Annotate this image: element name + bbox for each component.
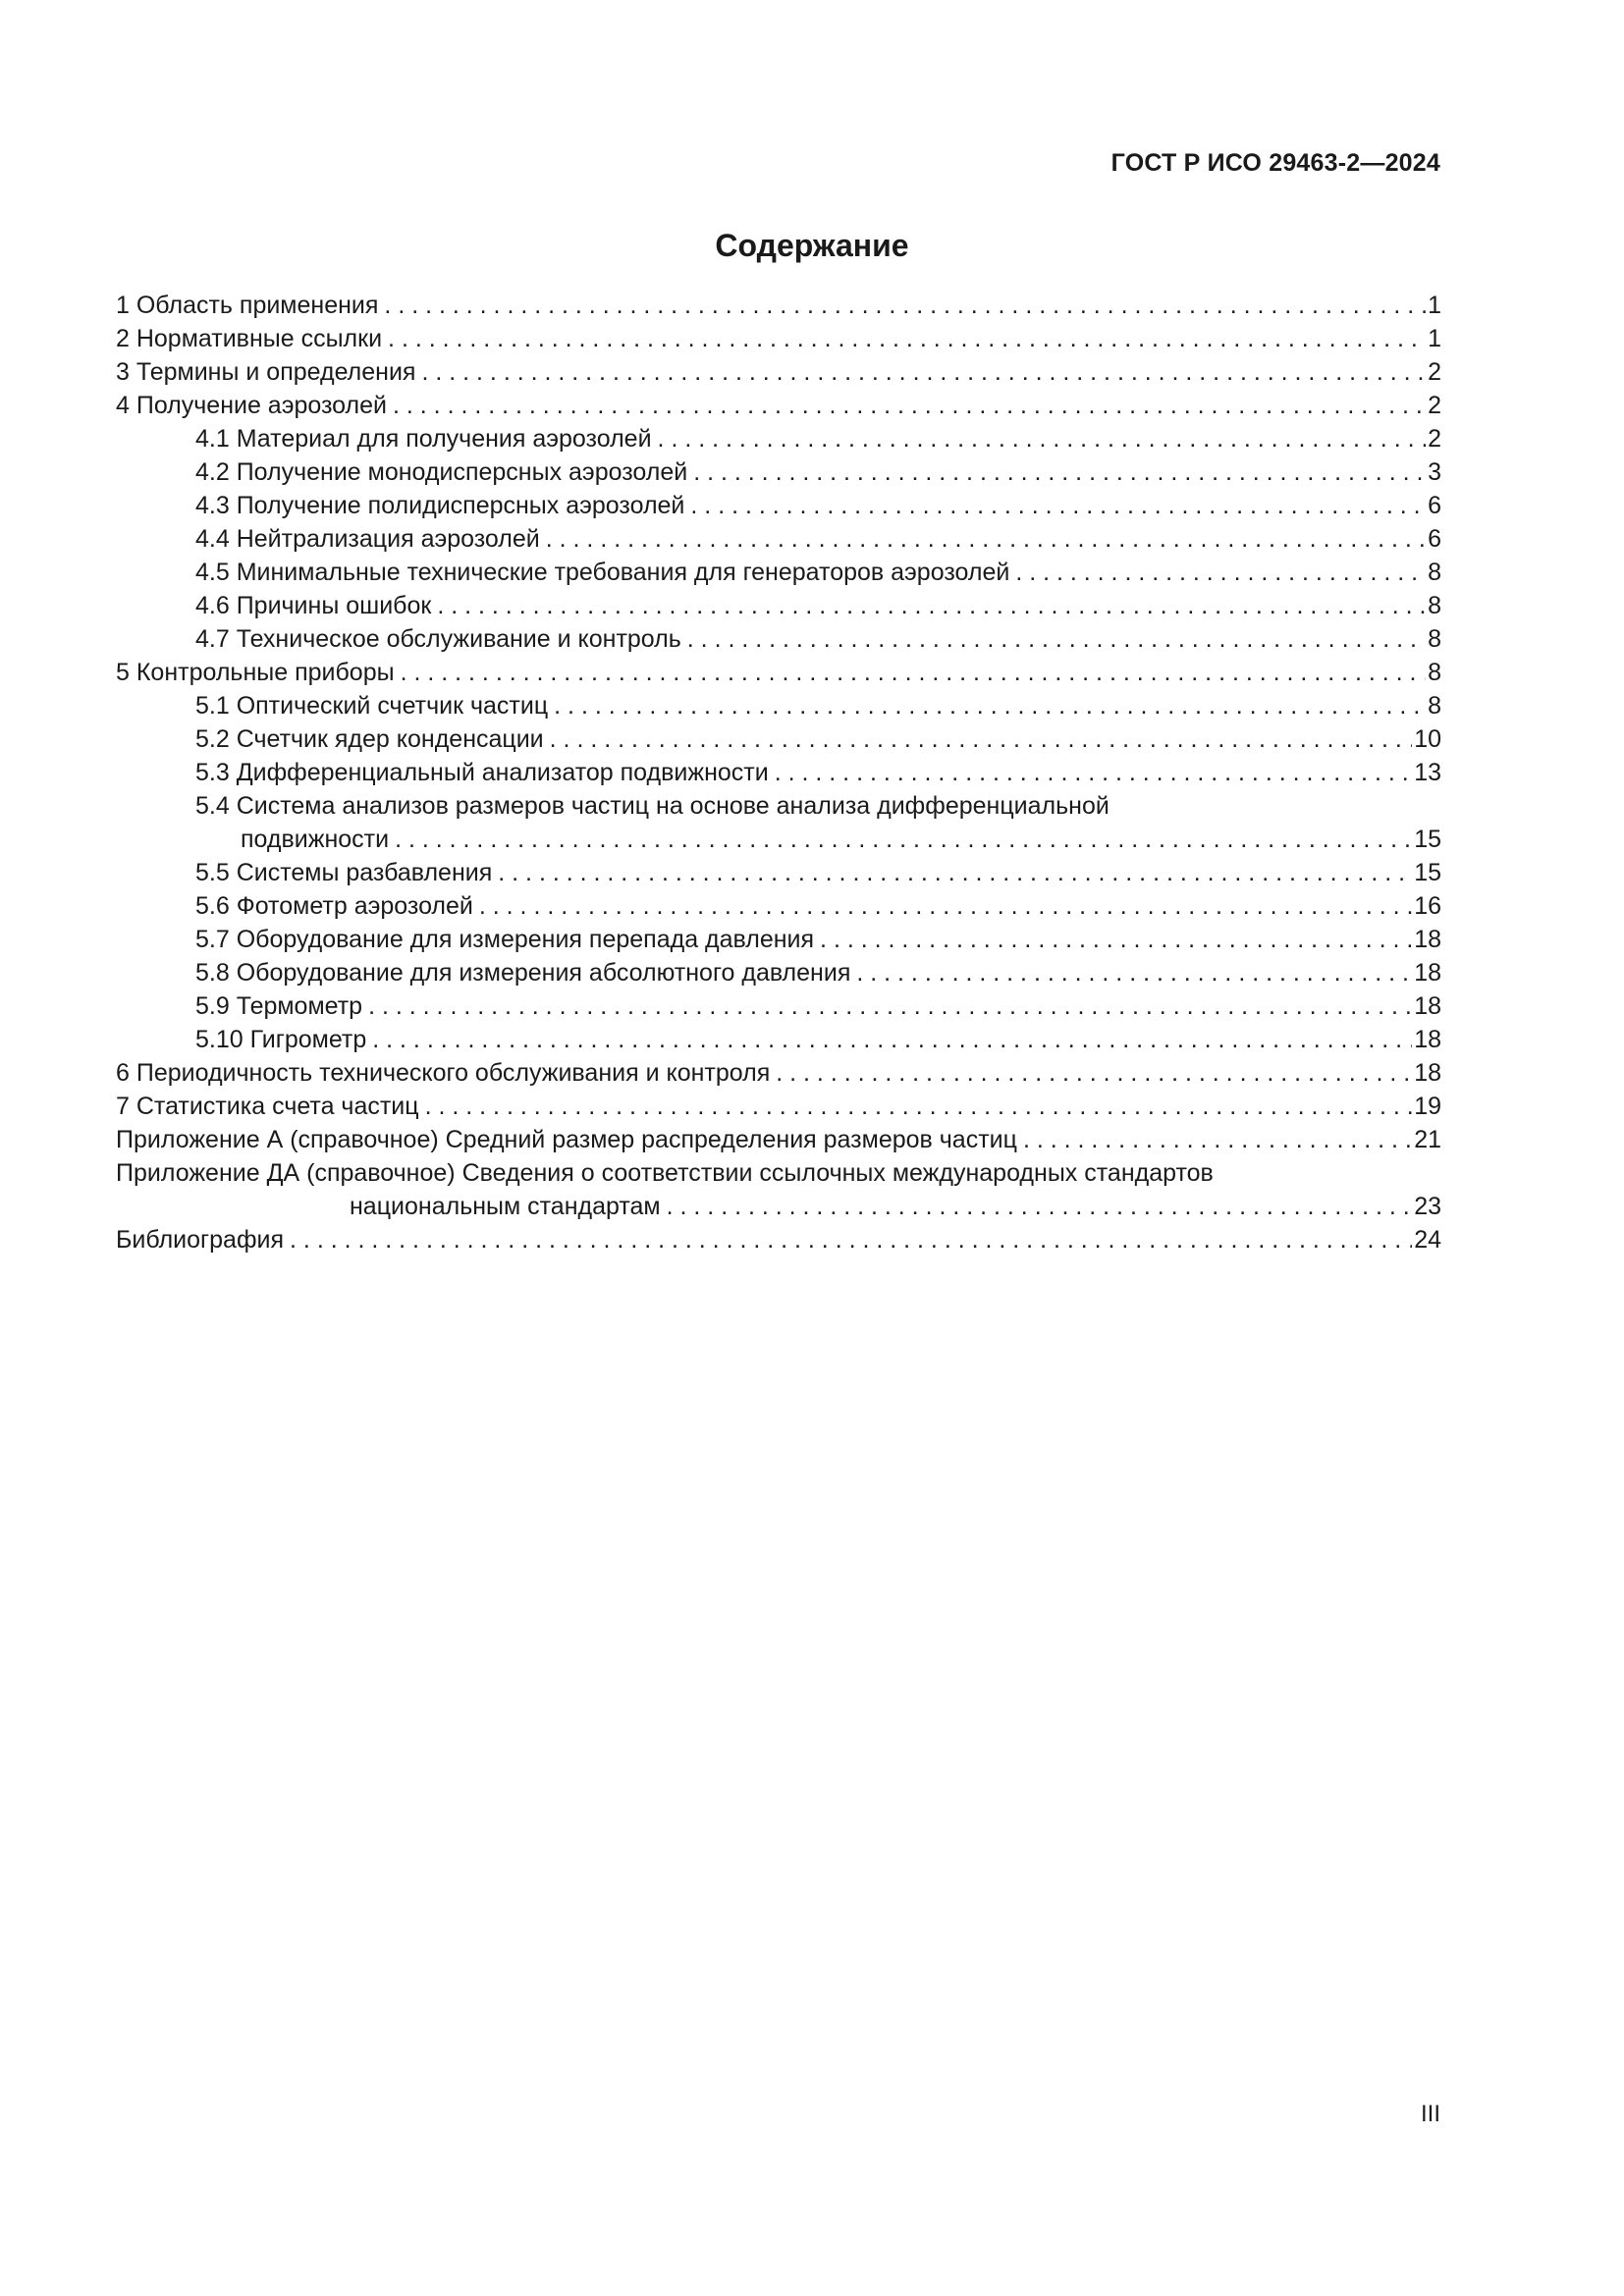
toc-subentry[interactable] xyxy=(116,856,1441,889)
toc-entry-page: 2 xyxy=(1428,392,1441,419)
toc-leader-dots xyxy=(687,622,1426,656)
toc-entry-label: Приложение ДА (справочное) Сведения о соответствии ссылочных международных стандартов xyxy=(116,1159,1214,1187)
toc-entry-label: Библиография xyxy=(116,1226,285,1254)
toc-entry[interactable] xyxy=(116,656,1441,689)
toc-entry-label: 4 Получение аэрозолей xyxy=(116,392,387,419)
toc-entry-label: 5.3 Дифференциальный анализатор подвижности xyxy=(195,759,769,786)
toc-entry-label: 4.3 Получение полидисперсных аэрозолей xyxy=(195,492,685,519)
toc-entry-page: 8 xyxy=(1428,559,1441,586)
toc-entry[interactable] xyxy=(116,389,1441,422)
toc-leader-dots xyxy=(290,1223,1412,1256)
toc-leader-dots xyxy=(693,455,1426,489)
toc-entry-page: 15 xyxy=(1414,859,1441,886)
toc-entry-label: Приложение А (справочное) Средний размер распределения размеров частиц xyxy=(116,1126,1017,1153)
toc-subentry-first-line[interactable] xyxy=(116,789,1441,823)
toc-entry-label: 5.1 Оптический счетчик частиц xyxy=(195,692,549,720)
toc-subentry[interactable] xyxy=(116,622,1441,656)
toc-subentry[interactable] xyxy=(116,923,1441,956)
toc-entry-label-continuation: подвижности xyxy=(241,826,390,853)
toc-entry-page: 16 xyxy=(1414,892,1441,920)
toc-entry-page: 18 xyxy=(1414,1059,1441,1087)
toc-entry-label: 4.1 Материал для получения аэрозолей xyxy=(195,425,652,453)
toc-entry-label: 5.2 Счетчик ядер конденсации xyxy=(195,725,544,753)
toc-entry-page: 8 xyxy=(1428,592,1441,619)
toc-leader-dots xyxy=(425,1090,1413,1123)
toc-entry-label: 4.6 Причины ошибок xyxy=(195,592,432,619)
toc-entry-label: 2 Нормативные ссылки xyxy=(116,325,383,352)
toc-entry-page: 21 xyxy=(1414,1126,1441,1153)
toc-leader-dots xyxy=(437,589,1426,622)
toc-leader-dots xyxy=(388,322,1426,355)
toc-entry-label: 5.5 Системы разбавления xyxy=(195,859,493,886)
toc-subentry[interactable] xyxy=(116,589,1441,622)
toc-subentry[interactable] xyxy=(116,489,1441,522)
toc-subentry[interactable] xyxy=(116,689,1441,722)
toc-leader-dots xyxy=(384,289,1426,322)
toc-entry-page: 6 xyxy=(1428,525,1441,553)
toc-entry-page: 2 xyxy=(1428,358,1441,386)
toc-entry-page: 13 xyxy=(1414,759,1441,786)
toc-entry-label: 5.10 Гигрометр xyxy=(195,1026,367,1053)
toc-entry-page: 23 xyxy=(1414,1193,1441,1220)
toc-entry-label: 4.7 Техническое обслуживание и контроль xyxy=(195,625,681,653)
toc-entry-label: 5.6 Фотометр аэрозолей xyxy=(195,892,473,920)
toc-entry-appendix-continuation[interactable] xyxy=(116,1190,1441,1223)
toc-entry-label: 4.2 Получение монодисперсных аэрозолей xyxy=(195,458,688,486)
toc-entry-label: 5.9 Термометр xyxy=(195,992,363,1020)
toc-entry-label: 4.5 Минимальные технические требования для генераторов аэрозолей xyxy=(195,559,1010,586)
toc-entry[interactable] xyxy=(116,1090,1441,1123)
document-code: ГОСТ Р ИСО 29463-2—2024 xyxy=(1110,149,1440,177)
toc-subentry[interactable] xyxy=(116,455,1441,489)
toc-subentry[interactable] xyxy=(116,956,1441,989)
toc-entry-label: 6 Периодичность технического обслуживания и контроля xyxy=(116,1059,771,1087)
table-of-contents xyxy=(116,289,1441,1256)
toc-entry[interactable] xyxy=(116,322,1441,355)
toc-entry-page: 2 xyxy=(1428,425,1441,453)
toc-title: Содержание xyxy=(715,228,909,263)
toc-leader-dots xyxy=(546,522,1426,556)
toc-subentry[interactable] xyxy=(116,556,1441,589)
toc-leader-dots xyxy=(421,355,1426,389)
toc-subentry[interactable] xyxy=(116,989,1441,1023)
toc-subentry[interactable] xyxy=(116,722,1441,756)
toc-entry-page: 19 xyxy=(1414,1093,1441,1120)
toc-subentry[interactable] xyxy=(116,522,1441,556)
toc-leader-dots xyxy=(775,756,1412,789)
toc-entry-label: 5 Контрольные приборы xyxy=(116,659,395,686)
toc-leader-dots xyxy=(479,889,1412,923)
toc-leader-dots xyxy=(820,923,1412,956)
toc-leader-dots xyxy=(498,856,1412,889)
toc-entry-page: 18 xyxy=(1414,1026,1441,1053)
toc-entry-appendix-first-line[interactable] xyxy=(116,1156,1441,1190)
toc-subentry[interactable] xyxy=(116,422,1441,455)
page-number: III xyxy=(1420,2101,1440,2127)
toc-entry-page: 18 xyxy=(1414,926,1441,953)
toc-leader-dots xyxy=(776,1056,1412,1090)
toc-leader-dots xyxy=(554,689,1426,722)
toc-entry-page: 8 xyxy=(1428,659,1441,686)
toc-entry[interactable] xyxy=(116,289,1441,322)
toc-entry-page: 1 xyxy=(1428,325,1441,352)
toc-leader-dots xyxy=(658,422,1427,455)
toc-entry[interactable] xyxy=(116,1056,1441,1090)
toc-leader-dots xyxy=(393,389,1426,422)
toc-subentry[interactable] xyxy=(116,1023,1441,1056)
toc-leader-dots xyxy=(667,1190,1413,1223)
toc-leader-dots xyxy=(550,722,1413,756)
toc-entry-page: 18 xyxy=(1414,959,1441,987)
toc-entry-label: 5.7 Оборудование для измерения перепада давления xyxy=(195,926,815,953)
toc-entry-appendix[interactable] xyxy=(116,1123,1441,1156)
toc-entry-page: 3 xyxy=(1428,458,1441,486)
toc-leader-dots xyxy=(395,823,1412,856)
toc-leader-dots xyxy=(1015,556,1426,589)
toc-entry-page: 1 xyxy=(1428,292,1441,319)
toc-subentry-continuation[interactable] xyxy=(116,823,1441,856)
toc-leader-dots xyxy=(1023,1123,1412,1156)
toc-entry-label: 7 Статистика счета частиц xyxy=(116,1093,419,1120)
toc-entry-label: 1 Область применения xyxy=(116,292,379,319)
toc-entry-page: 10 xyxy=(1414,725,1441,753)
toc-entry-label: 5.8 Оборудование для измерения абсолютного давления xyxy=(195,959,851,987)
toc-subentry[interactable] xyxy=(116,756,1441,789)
toc-subentry[interactable] xyxy=(116,889,1441,923)
toc-leader-dots xyxy=(372,1023,1412,1056)
toc-leader-dots xyxy=(690,489,1426,522)
toc-entry-label: 3 Термины и определения xyxy=(116,358,416,386)
toc-entry[interactable] xyxy=(116,355,1441,389)
toc-entry-page: 24 xyxy=(1414,1226,1441,1254)
toc-entry-page: 8 xyxy=(1428,625,1441,653)
toc-entry-label: 5.4 Система анализов размеров частиц на основе анализа дифференциальной xyxy=(195,792,1110,820)
toc-entry-page: 15 xyxy=(1414,826,1441,853)
toc-entry-bibliography[interactable] xyxy=(116,1223,1441,1256)
toc-entry-label-continuation: национальным стандартам xyxy=(350,1193,661,1220)
toc-entry-page: 8 xyxy=(1428,692,1441,720)
toc-entry-label: 4.4 Нейтрализация аэрозолей xyxy=(195,525,540,553)
toc-entry-page: 18 xyxy=(1414,992,1441,1020)
toc-entry-page: 6 xyxy=(1428,492,1441,519)
toc-leader-dots xyxy=(856,956,1412,989)
toc-leader-dots xyxy=(368,989,1412,1023)
toc-leader-dots xyxy=(401,656,1427,689)
